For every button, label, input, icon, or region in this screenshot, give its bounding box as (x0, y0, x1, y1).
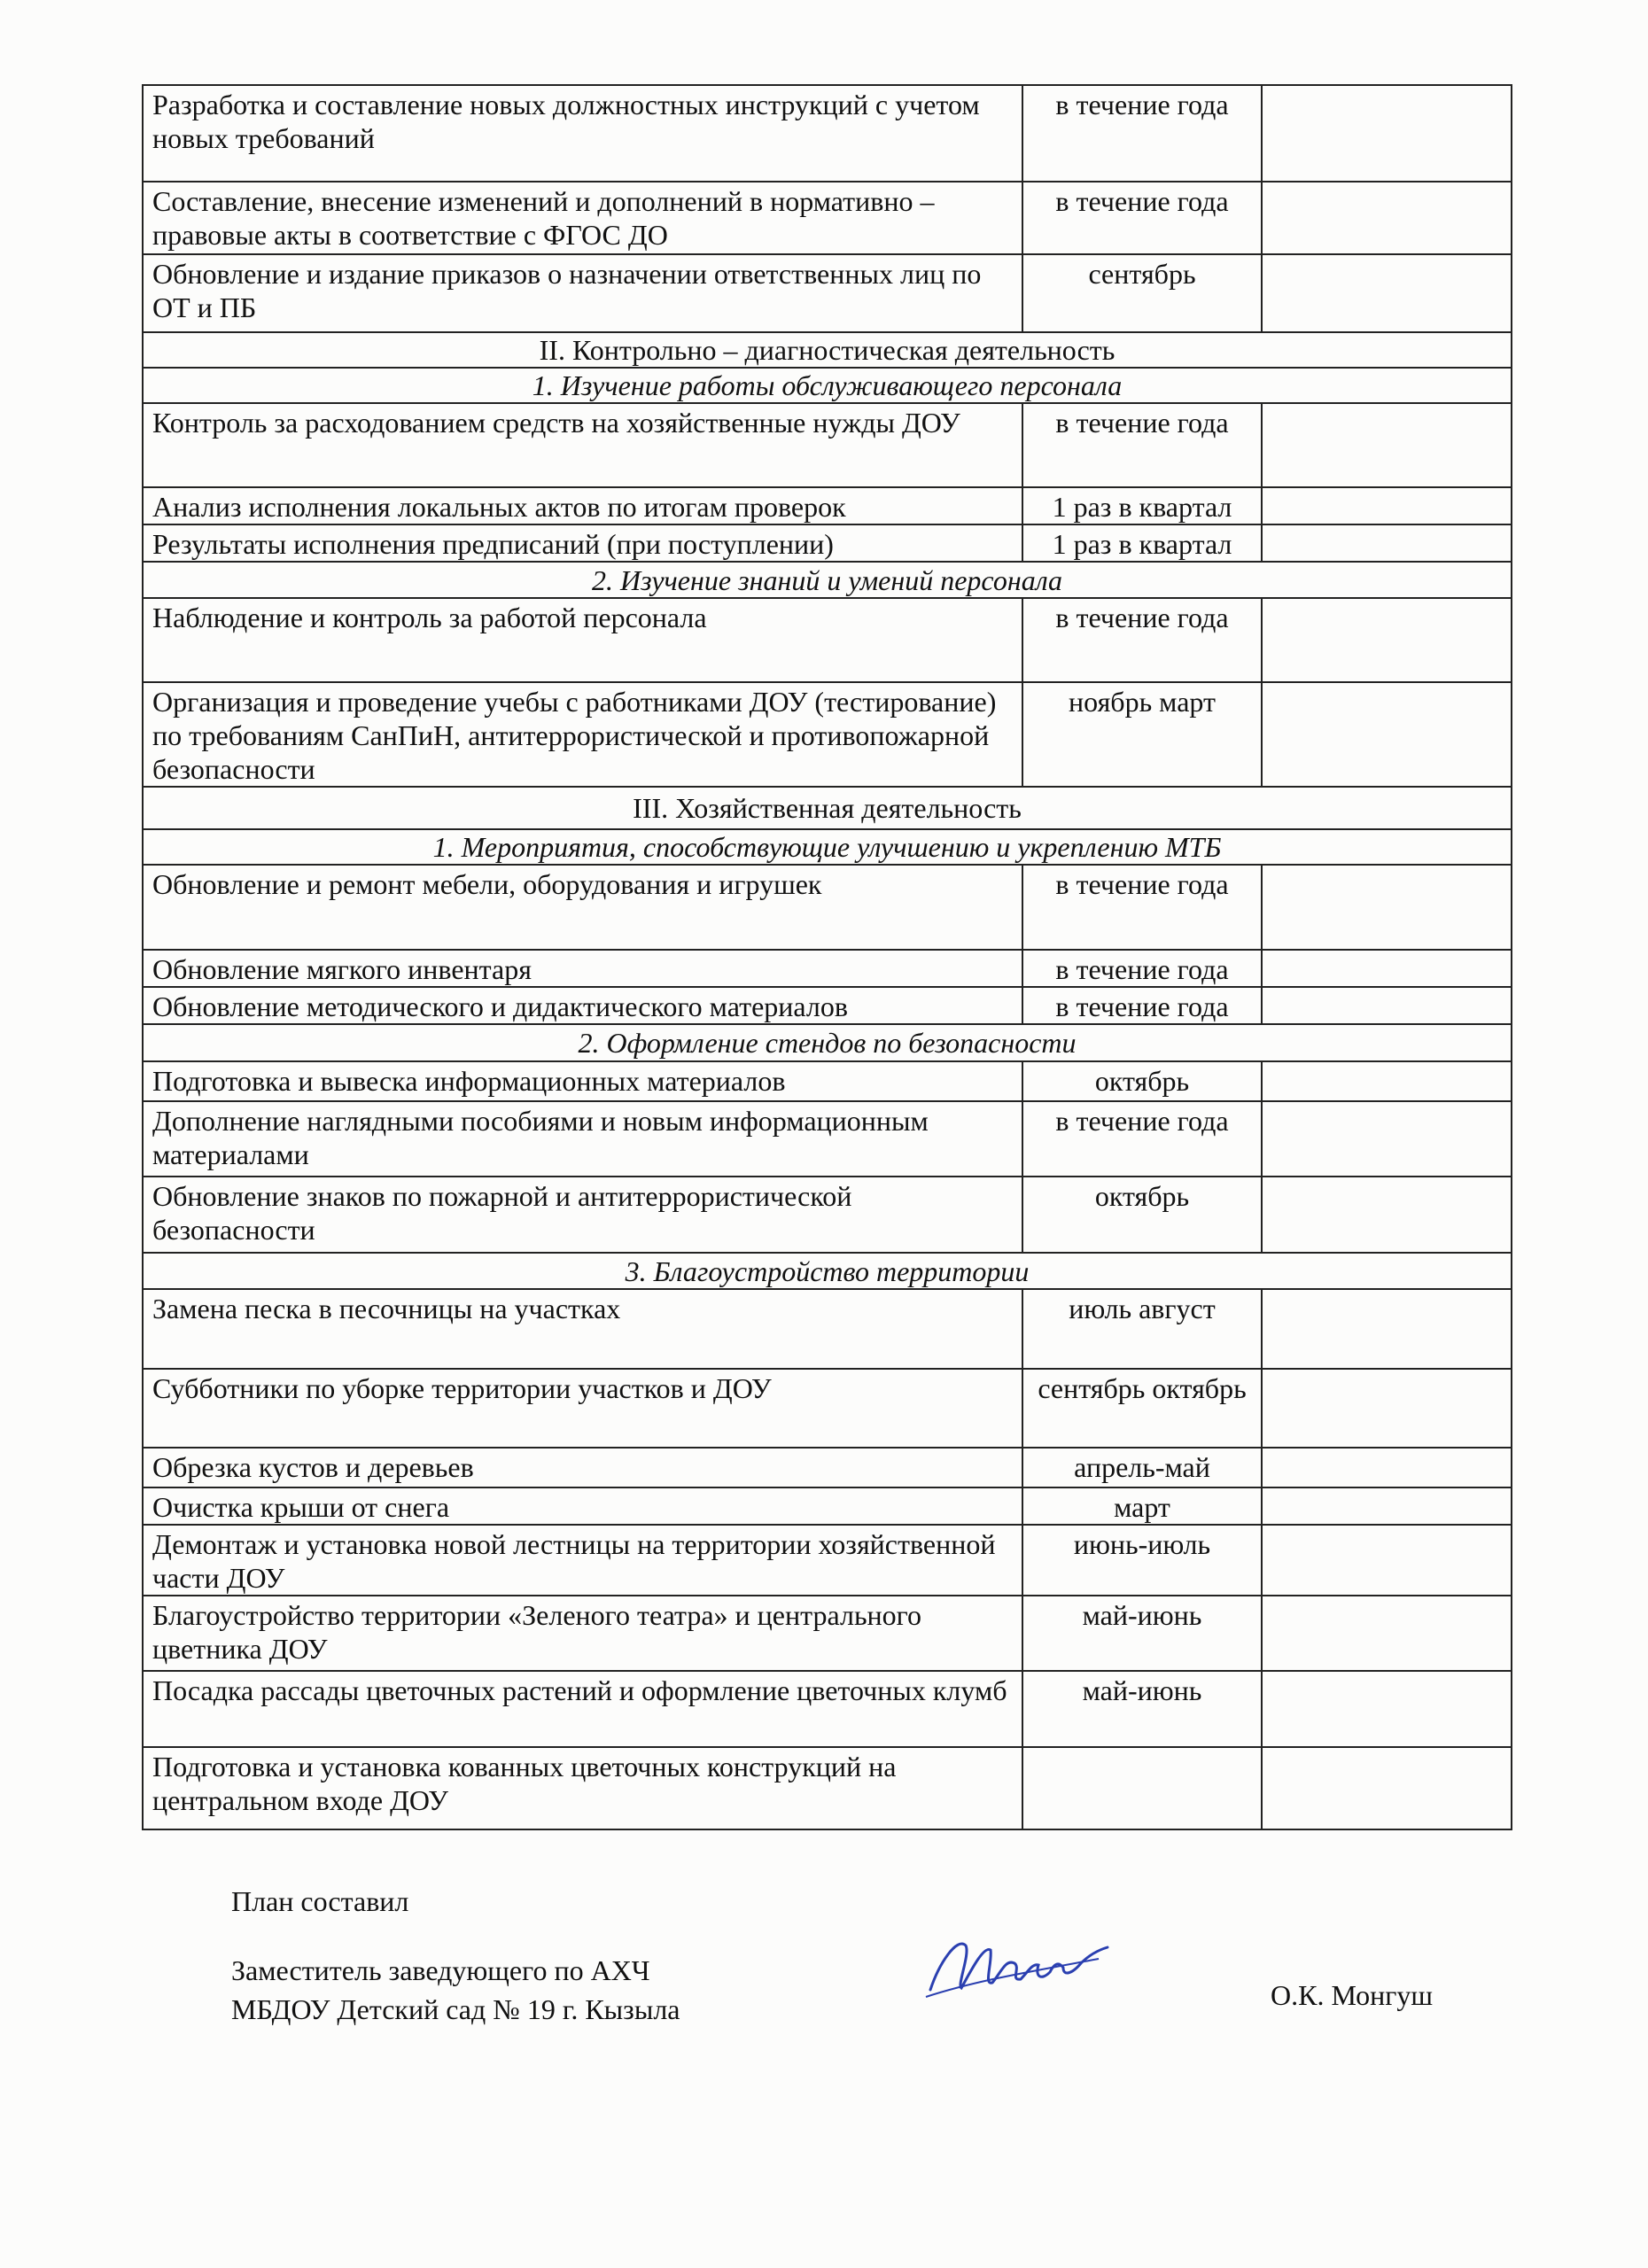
note-cell (1262, 1487, 1512, 1525)
note-cell (1262, 950, 1512, 987)
task-cell: Контроль за расходованием средств на хозяйственные нужды ДОУ (143, 403, 1022, 487)
subsection-header-row (143, 368, 1512, 403)
note-cell (1262, 85, 1512, 182)
subsection-title: 2. Изучение знаний и умений персонала (143, 562, 1512, 598)
term-cell: 1 раз в квартал (1022, 524, 1262, 562)
term-cell: октябрь (1022, 1061, 1262, 1101)
task-cell: Дополнение наглядными пособиями и новым информационным материалами (143, 1101, 1022, 1177)
signature (921, 1919, 1116, 2008)
table-row (143, 1448, 1512, 1487)
table-row (143, 987, 1512, 1024)
term-cell: июль август (1022, 1289, 1262, 1369)
subsection-title: 1. Мероприятия, способствующие улучшению и укреплению МТБ (143, 829, 1512, 865)
table-row (143, 1596, 1512, 1671)
term-cell: май-июнь (1022, 1671, 1262, 1747)
document-body (142, 84, 1511, 2061)
note-cell (1262, 1525, 1512, 1596)
subsection-header-row (143, 829, 1512, 865)
term-cell: март (1022, 1487, 1262, 1525)
position-line-2: МБДОУ Детский сад № 19 г. Кызыла (231, 1993, 680, 2025)
section-header-row (143, 787, 1512, 829)
table-row (143, 1671, 1512, 1747)
task-cell: Подготовка и установка кованных цветочных конструкций на центральном входе ДОУ (143, 1747, 1022, 1829)
term-cell (1022, 1747, 1262, 1829)
table-row (143, 1101, 1512, 1177)
table-row (143, 182, 1512, 254)
subsection-title: 1. Изучение работы обслуживающего персонала (143, 368, 1512, 403)
term-cell: в течение года (1022, 950, 1262, 987)
note-cell (1262, 598, 1512, 682)
task-cell: Обрезка кустов и деревьев (143, 1448, 1022, 1487)
task-cell: Обновление знаков по пожарной и антитеррористической безопасности (143, 1177, 1022, 1253)
term-cell: в течение года (1022, 1101, 1262, 1177)
note-cell (1262, 682, 1512, 787)
subsection-title: 3. Благоустройство территории (143, 1253, 1512, 1289)
table-row (143, 1747, 1512, 1829)
footer (142, 1830, 1511, 2061)
term-cell: в течение года (1022, 403, 1262, 487)
table-row (143, 1487, 1512, 1525)
section-title: II. Контрольно – диагностическая деятельность (143, 332, 1512, 368)
table-row (143, 524, 1512, 562)
term-cell: в течение года (1022, 85, 1262, 182)
signer-name: О.К. Монгуш (1271, 1979, 1433, 2011)
table-row (143, 1289, 1512, 1369)
table-row (143, 1177, 1512, 1253)
note-cell (1262, 254, 1512, 332)
table-row (143, 85, 1512, 182)
note-cell (1262, 403, 1512, 487)
task-cell: Обновление мягкого инвентаря (143, 950, 1022, 987)
plan-composed-label: План составил (231, 1885, 409, 1917)
term-cell: июнь-июль (1022, 1525, 1262, 1596)
subsection-header-row (143, 1253, 1512, 1289)
table-row (143, 1369, 1512, 1448)
note-cell (1262, 182, 1512, 254)
table-row (143, 865, 1512, 950)
task-cell: Обновление и ремонт мебели, оборудования и игрушек (143, 865, 1022, 950)
plan-table (142, 84, 1512, 1830)
term-cell: в течение года (1022, 865, 1262, 950)
note-cell (1262, 1289, 1512, 1369)
task-cell: Демонтаж и установка новой лестницы на территории хозяйственной части ДОУ (143, 1525, 1022, 1596)
term-cell: в течение года (1022, 182, 1262, 254)
task-cell: Замена песка в песочницы на участках (143, 1289, 1022, 1369)
term-cell: в течение года (1022, 987, 1262, 1024)
task-cell: Благоустройство территории «Зеленого театра» и центрального цветника ДОУ (143, 1596, 1022, 1671)
task-cell: Организация и проведение учебы с работниками ДОУ (тестирование) по требованиям СанПиН, антитеррористической и противопожарной безопасности (143, 682, 1022, 787)
term-cell: май-июнь (1022, 1596, 1262, 1671)
task-cell: Посадка рассады цветочных растений и оформление цветочных клумб (143, 1671, 1022, 1747)
subsection-header-row (143, 562, 1512, 598)
note-cell (1262, 1596, 1512, 1671)
note-cell (1262, 1671, 1512, 1747)
note-cell (1262, 1448, 1512, 1487)
note-cell (1262, 1369, 1512, 1448)
task-cell: Разработка и составление новых должностных инструкций с учетом новых требований (143, 85, 1022, 182)
task-cell: Наблюдение и контроль за работой персонала (143, 598, 1022, 682)
task-cell: Очистка крыши от снега (143, 1487, 1022, 1525)
note-cell (1262, 1061, 1512, 1101)
table-row (143, 403, 1512, 487)
task-cell: Результаты исполнения предписаний (при поступлении) (143, 524, 1022, 562)
task-cell: Составление, внесение изменений и дополнений в нормативно – правовые акты в соответствие с ФГОС ДО (143, 182, 1022, 254)
table-row (143, 487, 1512, 524)
note-cell (1262, 487, 1512, 524)
term-cell: сентябрь (1022, 254, 1262, 332)
task-cell: Анализ исполнения локальных актов по итогам проверок (143, 487, 1022, 524)
section-title: III. Хозяйственная деятельность (143, 787, 1512, 829)
term-cell: октябрь (1022, 1177, 1262, 1253)
subsection-title: 2. Оформление стендов по безопасности (143, 1024, 1512, 1061)
term-cell: сентябрь октябрь (1022, 1369, 1262, 1448)
note-cell (1262, 865, 1512, 950)
position-line-1: Заместитель заведующего по АХЧ (231, 1954, 650, 1986)
term-cell: ноябрь март (1022, 682, 1262, 787)
table-row (143, 598, 1512, 682)
task-cell: Обновление и издание приказов о назначении ответственных лиц по ОТ и ПБ (143, 254, 1022, 332)
table-row (143, 682, 1512, 787)
note-cell (1262, 987, 1512, 1024)
task-cell: Субботники по уборке территории участков и ДОУ (143, 1369, 1022, 1448)
term-cell: в течение года (1022, 598, 1262, 682)
note-cell (1262, 1177, 1512, 1253)
table-row (143, 1061, 1512, 1101)
term-cell: апрель-май (1022, 1448, 1262, 1487)
task-cell: Обновление методического и дидактического материалов (143, 987, 1022, 1024)
section-header-row (143, 332, 1512, 368)
table-row (143, 254, 1512, 332)
table-row (143, 1525, 1512, 1596)
task-cell: Подготовка и вывеска информационных материалов (143, 1061, 1022, 1101)
note-cell (1262, 524, 1512, 562)
subsection-header-row (143, 1024, 1512, 1061)
note-cell (1262, 1101, 1512, 1177)
note-cell (1262, 1747, 1512, 1829)
table-row (143, 950, 1512, 987)
term-cell: 1 раз в квартал (1022, 487, 1262, 524)
